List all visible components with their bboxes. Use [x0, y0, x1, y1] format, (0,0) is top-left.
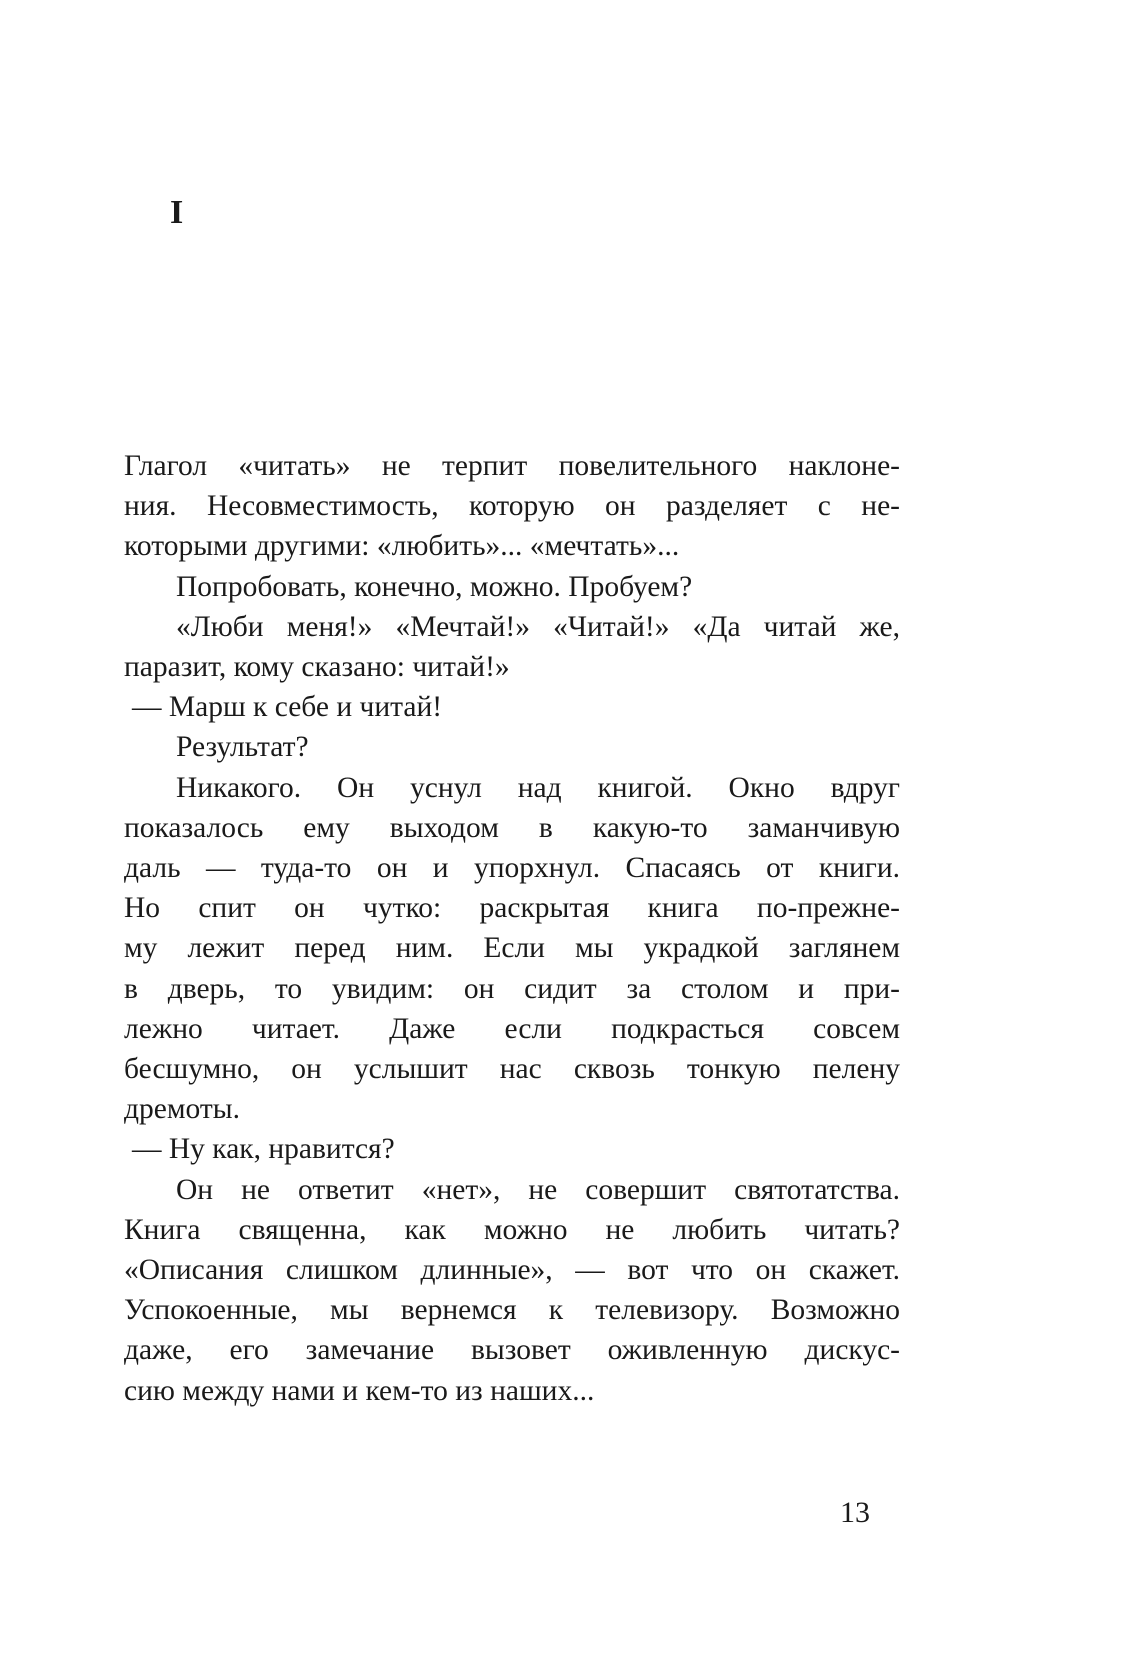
text-line: сию между нами и кем-то из наших...	[124, 1374, 595, 1407]
text-line: Глагол «читать» не терпит повелительного наклоне-	[124, 450, 900, 482]
chapter-number: I	[170, 194, 184, 231]
text-line: которыми другими: «любить»... «мечтать»...	[124, 530, 680, 563]
text-line: показалось ему выходом в какую-то заманчивую	[124, 811, 900, 844]
dialogue-line: — Ну как, нравится?	[132, 1133, 395, 1166]
text-line: дремоты.	[124, 1093, 240, 1126]
dialogue-line: — Марш к себе и читай!	[132, 691, 443, 724]
text-line: му лежит перед ним. Если мы украдкой заглянем	[124, 932, 900, 965]
text-line: «Люби меня!» «Мечтай!» «Читай!» «Да читай же,	[176, 610, 900, 643]
text-line: Никакого. Он уснул над книгой. Окно вдруг	[176, 771, 900, 804]
page-number: 13	[840, 1496, 870, 1529]
text-line: «Описания слишком длинные», — вот что он скажет.	[124, 1254, 900, 1287]
text-line: в дверь, то увидим: он сидит за столом и при-	[124, 972, 900, 1005]
text-line: даль — туда-то он и упорхнул. Спасаясь от книги.	[124, 852, 900, 885]
text-line: ния. Несовместимость, которую он разделяет с не-	[124, 490, 900, 523]
text-line: Успокоенные, мы вернемся к телевизору. Возможно	[124, 1294, 900, 1327]
text-line: Попробовать, конечно, можно. Пробуем?	[176, 570, 693, 603]
text-line: даже, его замечание вызовет оживленную дискус-	[124, 1334, 900, 1367]
text-line: паразит, кому сказано: читай!»	[124, 651, 510, 684]
text-line: бесшумно, он услышит нас сквозь тонкую пелену	[124, 1053, 900, 1086]
body-text	[124, 446, 900, 1411]
text-line: лежно читает. Даже если подкрасться совсем	[124, 1012, 900, 1045]
text-line: Он не ответит «нет», не совершит святотатства.	[176, 1173, 900, 1206]
text-line: Но спит он чутко: раскрытая книга по-прежне-	[124, 892, 900, 925]
text-line: Книга священна, как можно не любить читать?	[124, 1213, 900, 1246]
text-line: Результат?	[176, 731, 309, 764]
